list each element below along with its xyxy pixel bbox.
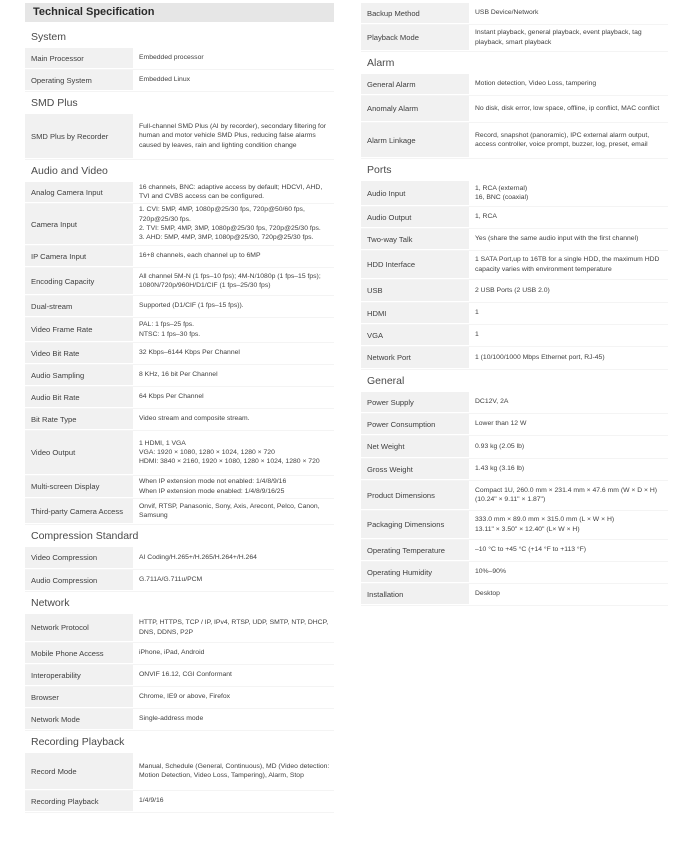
- spec-row: [361, 562, 668, 584]
- spec-row: [361, 229, 668, 251]
- spec-label: Two-way Talk: [361, 229, 469, 250]
- spec-label: Browser: [25, 687, 133, 708]
- spec-value: 1 (10/100/1000 Mbps Ethernet port, RJ-45): [469, 347, 668, 369]
- spec-row: [361, 181, 668, 207]
- spec-value: Chrome, IE9 or above, Firefox: [133, 687, 334, 708]
- spec-value: No disk, disk error, low space, offline, ip conflict, MAC conflict: [469, 96, 668, 122]
- spec-row: [361, 25, 668, 52]
- spec-row: [25, 48, 334, 70]
- spec-value: Onvif, RTSP, Panasonic, Sony, Axis, Arecont, Pelco, Canon, Samsung: [133, 499, 334, 524]
- spec-value: 2 USB Ports (2 USB 2.0): [469, 280, 668, 302]
- spec-label: SMD Plus by Recorder: [25, 114, 133, 159]
- spec-label: Power Consumption: [361, 414, 469, 435]
- spec-label: Audio Output: [361, 207, 469, 228]
- section-heading: Ports: [367, 164, 392, 176]
- page-title: Technical Specification: [25, 3, 334, 22]
- spec-value: 1.43 kg (3.16 lb): [469, 459, 668, 480]
- spec-value: 16+8 channels, each channel up to 6MP: [133, 246, 334, 267]
- spec-row: [25, 791, 334, 813]
- spec-label: Encoding Capacity: [25, 268, 133, 295]
- spec-row: [361, 3, 668, 25]
- spec-label: Anomaly Alarm: [361, 96, 469, 122]
- spec-value: ONVIF 16.12, CGI Conformant: [133, 665, 334, 686]
- spec-label: Audio Compression: [25, 570, 133, 591]
- spec-label: Record Mode: [25, 753, 133, 790]
- spec-label: Multi-screen Display: [25, 476, 133, 498]
- spec-row: [25, 268, 334, 296]
- spec-value: 16 channels, BNC: adaptive access by default; HDCVI, AHD, TVI and CVBS access can be configured.: [133, 182, 334, 203]
- spec-row: [25, 709, 334, 731]
- spec-label: Bit Rate Type: [25, 409, 133, 430]
- spec-label: Dual-stream: [25, 296, 133, 317]
- spec-row: [25, 547, 334, 570]
- spec-label: Installation: [361, 584, 469, 605]
- spec-label: USB: [361, 280, 469, 302]
- spec-row: [25, 387, 334, 409]
- spec-label: HDD Interface: [361, 251, 469, 279]
- spec-value: iPhone, iPad, Android: [133, 643, 334, 664]
- spec-value: Yes (share the same audio input with the first channel): [469, 229, 668, 250]
- spec-value: PAL: 1 fps–25 fps. NTSC: 1 fps–30 fps.: [133, 318, 334, 342]
- spec-label: HDMI: [361, 303, 469, 324]
- spec-value: Record, snapshot (panoramic), IPC external alarm output, access controller, voice prompt, buzzer, log, preset, email: [469, 123, 668, 158]
- spec-row: [361, 207, 668, 229]
- spec-row: [25, 343, 334, 365]
- spec-row: [25, 665, 334, 687]
- spec-row: [361, 347, 668, 370]
- spec-row: [361, 540, 668, 562]
- spec-label: Camera Input: [25, 204, 133, 245]
- spec-value: 1: [469, 303, 668, 324]
- spec-row: [25, 204, 334, 246]
- spec-row: [25, 409, 334, 431]
- spec-label: Analog Camera Input: [25, 182, 133, 203]
- spec-value: Motion detection, Video Loss, tampering: [469, 74, 668, 95]
- spec-value: 8 KHz, 16 bit Per Channel: [133, 365, 334, 386]
- spec-row: [361, 436, 668, 459]
- spec-row: [25, 614, 334, 643]
- spec-row: [25, 687, 334, 709]
- spec-value: 1 HDMI, 1 VGA VGA: 1920 × 1080, 1280 × 1024, 1280 × 720 HDMI: 3840 × 2160, 1920 × 1080, 1280 × 1024, 1280 × 720: [133, 431, 334, 475]
- spec-value: 0.93 kg (2.05 lb): [469, 436, 668, 458]
- spec-label: Audio Input: [361, 181, 469, 206]
- spec-label: Audio Sampling: [25, 365, 133, 386]
- spec-row: [361, 251, 668, 280]
- spec-row: [25, 570, 334, 592]
- spec-label: IP Camera Input: [25, 246, 133, 267]
- spec-label: General Alarm: [361, 74, 469, 95]
- spec-row: [361, 459, 668, 481]
- section-heading: Recording Playback: [31, 736, 125, 748]
- spec-label: Interoperability: [25, 665, 133, 686]
- spec-value: Manual, Schedule (General, Continuous), MD (Video detection: Motion Detection, Video Loss, Tampering), Alarm, Stop: [133, 753, 334, 790]
- spec-row: [25, 753, 334, 791]
- spec-label: Network Port: [361, 347, 469, 369]
- spec-label: Third-party Camera Access: [25, 499, 133, 524]
- spec-row: [361, 96, 668, 123]
- spec-value: G.711A/G.711u/PCM: [133, 570, 334, 591]
- spec-value: Desktop: [469, 584, 668, 605]
- spec-label: Packaging Dimensions: [361, 511, 469, 539]
- spec-row: [25, 499, 334, 525]
- spec-value: 333.0 mm × 89.0 mm × 315.0 mm (L × W × H) 13.11" × 3.50" × 12.40" (L× W × H): [469, 511, 668, 539]
- spec-row: [361, 414, 668, 436]
- spec-row: [361, 584, 668, 606]
- spec-row: [361, 325, 668, 347]
- spec-row: [25, 296, 334, 318]
- spec-label: Power Supply: [361, 392, 469, 413]
- spec-value: 32 Kbps–6144 Kbps Per Channel: [133, 343, 334, 364]
- spec-value: 1, RCA: [469, 207, 668, 228]
- section-heading: Compression Standard: [31, 530, 139, 542]
- spec-value: Supported (D1/CIF (1 fps–15 fps)).: [133, 296, 334, 317]
- spec-label: Operating Temperature: [361, 540, 469, 561]
- spec-value: DC12V, 2A: [469, 392, 668, 413]
- spec-value: USB Device/Network: [469, 3, 668, 24]
- section-heading: Audio and Video: [31, 165, 108, 177]
- spec-value: All channel 5M-N (1 fps–10 fps); 4M-N/1080p (1 fps–15 fps); 1080N/720p/960H/D1/CIF (1 fps–25/30 fps): [133, 268, 334, 295]
- spec-value: Lower than 12 W: [469, 414, 668, 435]
- spec-value: Embedded processor: [133, 48, 334, 69]
- spec-label: Network Protocol: [25, 614, 133, 642]
- spec-value: Single-address mode: [133, 709, 334, 730]
- spec-label: Playback Mode: [361, 25, 469, 51]
- spec-label: VGA: [361, 325, 469, 346]
- section-heading: General: [367, 375, 405, 387]
- spec-label: Video Compression: [25, 547, 133, 569]
- spec-label: Gross Weight: [361, 459, 469, 480]
- spec-row: [361, 280, 668, 303]
- spec-label: Network Mode: [25, 709, 133, 730]
- spec-value: 1/4/9/16: [133, 791, 334, 812]
- spec-row: [25, 114, 334, 160]
- spec-label: Product Dimensions: [361, 481, 469, 510]
- spec-value: AI Coding/H.265+/H.265/H.264+/H.264: [133, 547, 334, 569]
- spec-value: 1. CVI: 5MP, 4MP, 1080p@25/30 fps, 720p@50/60 fps, 720p@25/30 fps. 2. TVI: 5MP, 4MP, 3MP, 1080p@25/30 fps, 720p@25/30 fps. 3. AHD: 5MP, 4MP, 3MP, 1080p@25/30, 720p@25/30 fps.: [133, 204, 334, 245]
- spec-value: 1, RCA (external) 16, BNC (coaxial): [469, 181, 668, 206]
- spec-row: [25, 431, 334, 476]
- spec-label: Recording Playback: [25, 791, 133, 812]
- spec-label: Main Processor: [25, 48, 133, 69]
- section-heading: Network: [31, 597, 70, 609]
- spec-row: [361, 74, 668, 96]
- left-column: [25, 3, 334, 813]
- spec-label: Video Bit Rate: [25, 343, 133, 364]
- spec-row: [361, 123, 668, 159]
- spec-label: Mobile Phone Access: [25, 643, 133, 664]
- spec-label: Audio Bit Rate: [25, 387, 133, 408]
- spec-label: Video Output: [25, 431, 133, 475]
- spec-row: [361, 481, 668, 511]
- spec-label: Net Weight: [361, 436, 469, 458]
- spec-row: [361, 511, 668, 540]
- spec-row: [25, 318, 334, 343]
- spec-label: Operating Humidity: [361, 562, 469, 583]
- spec-row: [361, 392, 668, 414]
- spec-row: [25, 643, 334, 665]
- spec-label: Alarm Linkage: [361, 123, 469, 158]
- spec-value: HTTP, HTTPS, TCP / IP, IPv4, RTSP, UDP, SMTP, NTP, DHCP, DNS, DDNS, P2P: [133, 614, 334, 642]
- spec-row: [25, 182, 334, 204]
- spec-value: 1: [469, 325, 668, 346]
- section-heading: Alarm: [367, 57, 395, 69]
- spec-value: 10%–90%: [469, 562, 668, 583]
- spec-label: Video Frame Rate: [25, 318, 133, 342]
- spec-value: When IP extension mode not enabled: 1/4/8/9/16 When IP extension mode enabled: 1/4/8/9/16/25: [133, 476, 334, 498]
- spec-row: [361, 303, 668, 325]
- spec-row: [25, 476, 334, 499]
- spec-row: [25, 365, 334, 387]
- spec-value: –10 °C to +45 °C (+14 °F to +113 °F): [469, 540, 668, 561]
- spec-label: Backup Method: [361, 3, 469, 24]
- spec-row: [25, 70, 334, 92]
- spec-value: 1 SATA Port,up to 16TB for a single HDD, the maximum HDD capacity varies with environment temperature: [469, 251, 668, 279]
- spec-value: Full-channel SMD Plus (AI by recorder), secondary filtering for human and motor vehicle SMD Plus, reducing false alarms caused by leaves, rain and lighting condition change: [133, 114, 334, 159]
- spec-value: Compact 1U, 260.0 mm × 231.4 mm × 47.6 mm (W × D × H) (10.24" × 9.11" × 1.87"): [469, 481, 668, 510]
- spec-value: Instant playback, general playback, event playback, tag playback, smart playback: [469, 25, 668, 51]
- spec-label: Operating System: [25, 70, 133, 91]
- spec-row: [25, 246, 334, 268]
- spec-value: Embedded Linux: [133, 70, 334, 91]
- spec-value: Video stream and composite stream.: [133, 409, 334, 430]
- spec-value: 64 Kbps Per Channel: [133, 387, 334, 408]
- section-heading: System: [31, 31, 67, 43]
- right-column: [361, 3, 668, 606]
- section-heading: SMD Plus: [31, 97, 78, 109]
